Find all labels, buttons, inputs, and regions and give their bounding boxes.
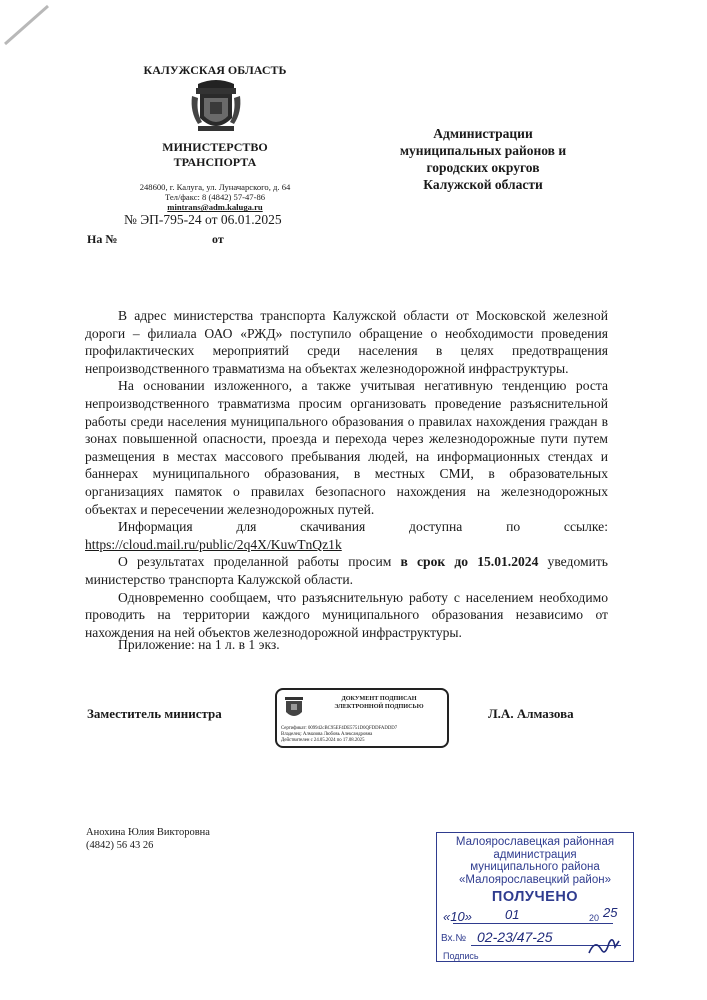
ref-na-label: На № [87,232,118,246]
stamp-title-line1: ДОКУМЕНТ ПОДПИСАН [341,695,417,702]
stamp-details [281,726,443,743]
signer-position: Заместитель министра [87,706,222,721]
stamp-year-prefix: 20 [589,913,600,923]
paragraph-1: В адрес министерства транспорта Калужской области от Московской железной дороги – филиала ОАО «РЖД» поступило обращение о необходимости проведения профилактических мероприятий среди населения в целях предотвращения непроизводственного травматизма на объектах железнодорожной инфраструктуры. [85,308,608,376]
paragraph-5: Одновременно сообщаем, что разъяснительную работу с населением необходимо проводить на территории каждого муниципального образования независимо от нахождения на ней объектов железнодорожной инфраструктуры. [85,589,608,640]
ref-ot-label: от [212,232,224,246]
stamp-org-line1: Малоярославецкая районная [455,836,615,848]
paragraph-4 [85,553,608,588]
paragraph-4-text: О результатах проделанной работы просим [118,554,401,570]
sender-email[interactable]: mintrans@adm.kaluga.ru [167,202,263,213]
stamp-title [319,695,439,710]
recipient-line3: городских округов [426,160,540,175]
received-label: ПОЛУЧЕНО [491,889,579,905]
stamp-day: 10 [450,909,465,924]
executor-phone: (4842) 56 43 26 [86,840,154,851]
stamp-title-line2: ЭЛЕКТРОННОЙ ПОДПИСЬЮ [334,702,424,710]
recipient-line4: Калужской области [423,177,543,192]
attachment-note: Приложение: на 1 л. в 1 экз. [118,637,280,652]
stamp-sign-label: Подпись [443,951,479,961]
deadline-text: в срок до 15.01.2024 [400,554,539,570]
link-line [85,536,608,554]
stamp-valid: Действителен с 24.05.2024 по 17.08.2025 [281,737,365,743]
ministry-line2: ТРАНСПОРТА [173,155,257,169]
stamp-vh-label: Вх.№ [441,933,467,944]
recipient-block [378,125,588,193]
handwritten-signature-icon [585,933,625,959]
paragraph-2: На основании изложенного, а также учитывая негативную тенденцию роста непроизводственного травматизма просим организовать проведение разъяснительной работы среди населения муниципального образования о правилах нахождения граждан в зонах повышенной опасности, проезда и перехода через железнодорожные пути путем размещения в местах массового пребывания людей, на информационных стендах и баннерах муниципального образования, в местных СМИ, в образовательных организациях памяток о правилах безопасного нахождения на железнодорожных объектах и пересечении железнодорожных путей. [85,378,608,517]
sender-contacts [130,182,300,213]
paragraph-3: Информация для скачивания доступна по ссылке: [118,519,608,535]
coat-of-arms-icon [190,78,242,136]
stamp-owner: Владелец: Алмазова Любовь Александровна [281,731,373,737]
executor-block [86,826,210,852]
ministry-line1: МИНИСТЕРСТВО [162,140,268,154]
stamp-date-line [453,923,613,924]
ministry-name [130,140,300,170]
letter-body [85,307,608,641]
sender-address: 248600, г. Калуга, ул. Луначарского, д. 64 [139,182,291,192]
stamp-org-line2: администрация [493,848,577,861]
sender-phone: Тел/факс: 8 (4842) 57-47-86 [164,192,266,203]
stamp-date-month: 01 [505,907,520,922]
stamp-coat-of-arms-icon [283,695,305,721]
stamp-org-line3: муниципального района [470,861,600,874]
stamp-year: 25 [603,905,618,920]
download-link[interactable]: https://cloud.mail.ru/public/2q4X/KuwTnQz1k [85,536,342,552]
paragraph-4-text-end: уведомить министерство транспорта Калужской области. [85,554,609,587]
e-signature-stamp [275,688,449,748]
scan-shadow [0,0,80,60]
recipient-line2: муниципальных районов и [399,143,567,158]
executor-name: Анохина Юлия Викторовна [86,827,210,838]
received-stamp [436,832,634,962]
stamp-date-day: «10» [443,909,472,924]
stamp-cert: Сертификат: 009942cBC95EF4DE5751D0QFDDFADDD7 [281,726,398,731]
sender-region: КАЛУЖСКАЯ ОБЛАСТЬ [143,63,287,77]
stamp-org-line4: «Малоярославецкий район» [458,873,611,886]
received-stamp-org [437,836,633,886]
doc-number: № ЭП-795-24 от 06.01.2025 [124,212,282,227]
stamp-vh-number: 02-23/47-25 [477,929,553,945]
signer-name: Л.А. Алмазова [488,706,574,721]
recipient-line1: Администрации [433,126,533,141]
